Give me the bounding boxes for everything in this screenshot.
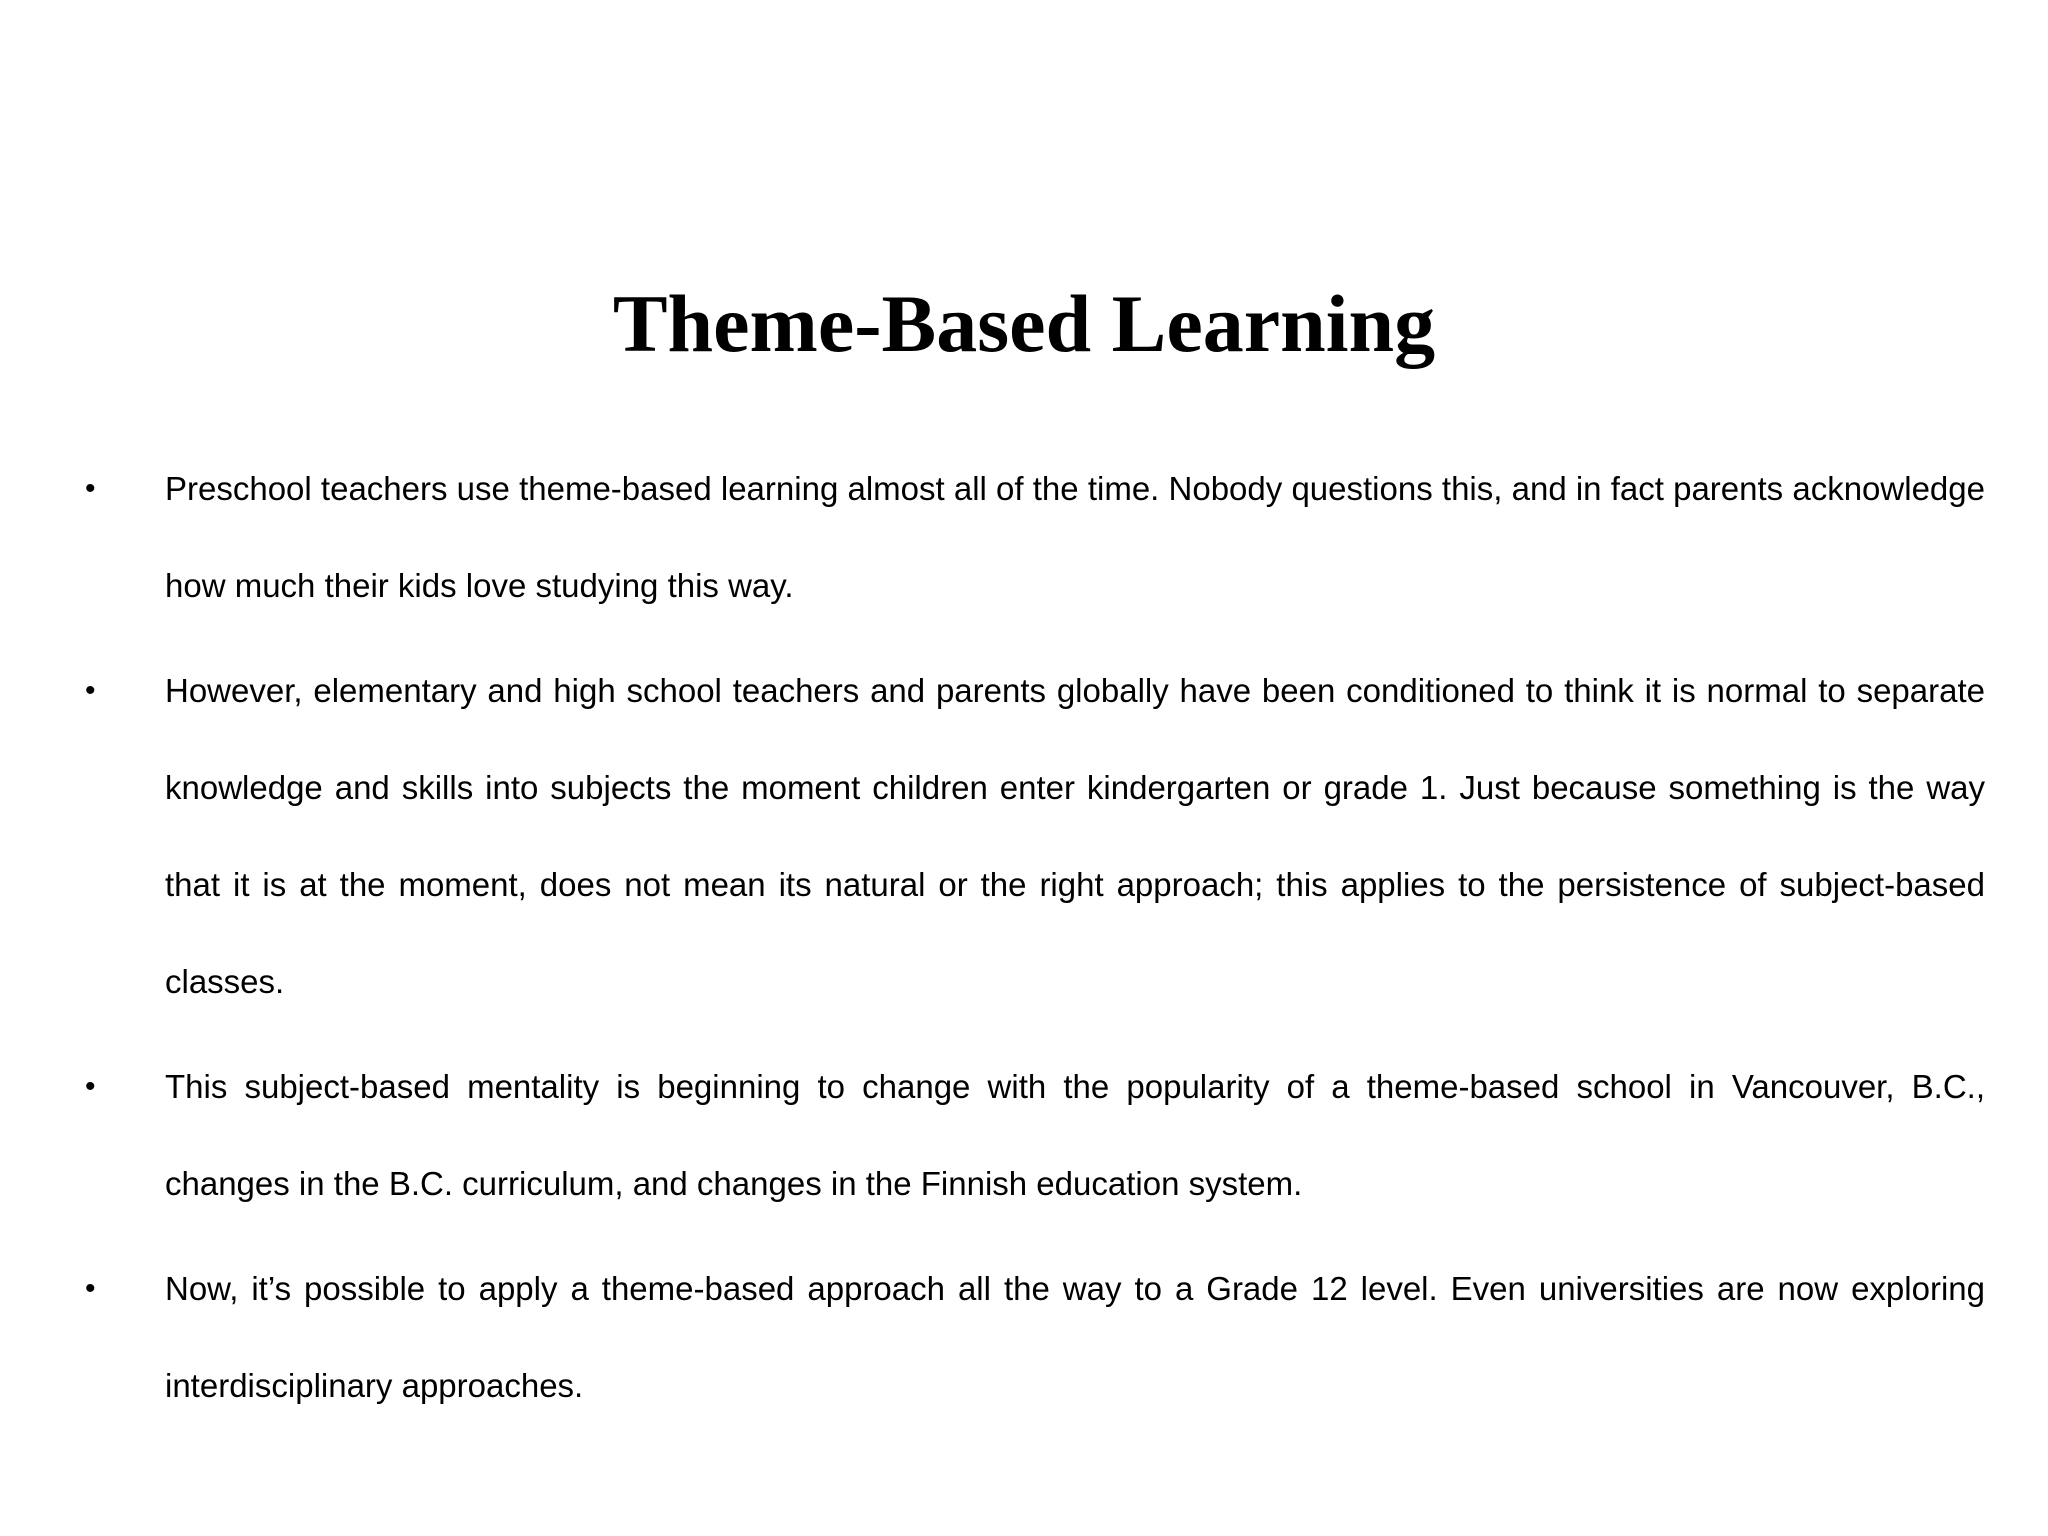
- bullet-text: Preschool teachers use theme-based learning almost all of the time. Nobody questions this, and in fact parents acknowledge how much their kids love studying this way.: [165, 470, 1985, 604]
- bullet-list: [85, 440, 1985, 1442]
- bullet-text: Now, it’s possible to apply a theme-based approach all the way to a Grade 12 level. Even universities are now exploring interdisciplinary approaches.: [165, 1270, 1985, 1404]
- bullet-text: This subject-based mentality is beginning to change with the popularity of a theme-based school in Vancouver, B.C., changes in the B.C. curriculum, and changes in the Finnish education system.: [165, 1068, 1985, 1202]
- bullet-icon: •: [85, 1272, 96, 1305]
- list-item: [85, 1038, 1985, 1232]
- list-item: [85, 1240, 1985, 1434]
- bullet-icon: •: [85, 674, 96, 707]
- list-item: [85, 440, 1985, 634]
- bullet-icon: •: [85, 1070, 96, 1103]
- bullet-text: However, elementary and high school teachers and parents globally have been conditioned to think it is normal to separate knowledge and skills into subjects the moment children enter kindergarten or grade 1. Just because something is the way that it is at the moment, does not mean its natural or the right approach; this applies to the persistence of subject-based classes.: [165, 672, 1985, 1000]
- bullet-icon: •: [85, 472, 96, 505]
- list-item: [85, 642, 1985, 1030]
- slide-title: Theme-Based Learning: [612, 278, 1436, 369]
